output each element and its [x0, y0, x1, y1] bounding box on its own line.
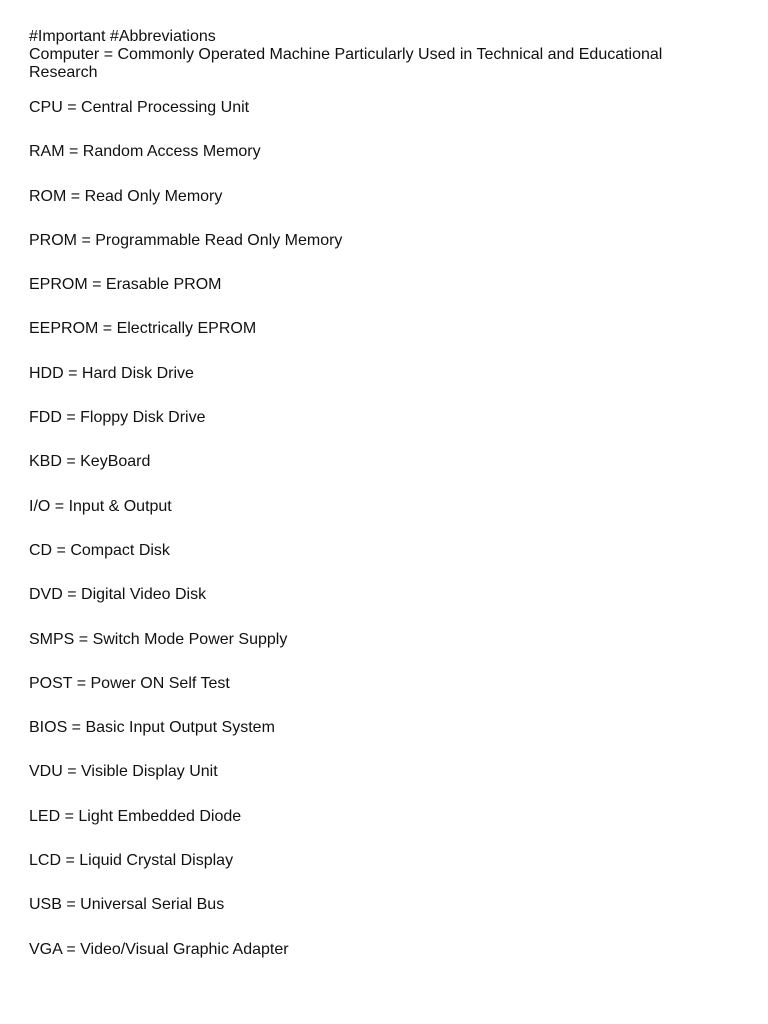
abbreviation-list: [29, 98, 729, 959]
abbreviation-entry-usb: USB = Universal Serial Bus: [29, 896, 225, 914]
abbreviation-entry-post: POST = Power ON Self Test: [29, 674, 230, 692]
computer-definition: Computer = Commonly Operated Machine Particularly Used in Technical and Educational Research: [29, 46, 663, 81]
abbreviation-entry-eprom: EPROM = Erasable PROM: [29, 276, 222, 294]
abbreviation-entry-vga: VGA = Video/Visual Graphic Adapter: [29, 940, 289, 958]
abbreviation-entry-bios: BIOS = Basic Input Output System: [29, 719, 275, 737]
document-page: [29, 27, 729, 984]
abbreviation-entry-cpu: CPU = Central Processing Unit: [29, 99, 250, 116]
abbreviation-entry-eeprom: EEPROM = Electrically EPROM: [29, 320, 257, 338]
abbreviation-entry-ram: RAM = Random Access Memory: [29, 143, 261, 161]
abbreviation-entry-fdd: FDD = Floppy Disk Drive: [29, 409, 206, 427]
abbreviation-entry-smps: SMPS = Switch Mode Power Supply: [29, 630, 288, 648]
abbreviation-entry-kbd: KBD = KeyBoard: [29, 453, 151, 471]
abbreviation-entry-cd: CD = Compact Disk: [29, 541, 170, 559]
abbreviation-entry-io: I/O = Input & Output: [29, 497, 172, 515]
abbreviation-entry-lcd: LCD = Liquid Crystal Display: [29, 852, 234, 870]
abbreviation-entry-prom: PROM = Programmable Read Only Memory: [29, 231, 343, 249]
abbreviation-entry-led: LED = Light Embedded Diode: [29, 807, 242, 825]
abbreviation-entry-vdu: VDU = Visible Display Unit: [29, 763, 218, 781]
hashtags-line: #Important #Abbreviations: [29, 28, 216, 45]
abbreviation-entry-rom: ROM = Read Only Memory: [29, 187, 223, 205]
abbreviation-entry-hdd: HDD = Hard Disk Drive: [29, 364, 194, 382]
abbreviation-entry-dvd: DVD = Digital Video Disk: [29, 586, 207, 604]
